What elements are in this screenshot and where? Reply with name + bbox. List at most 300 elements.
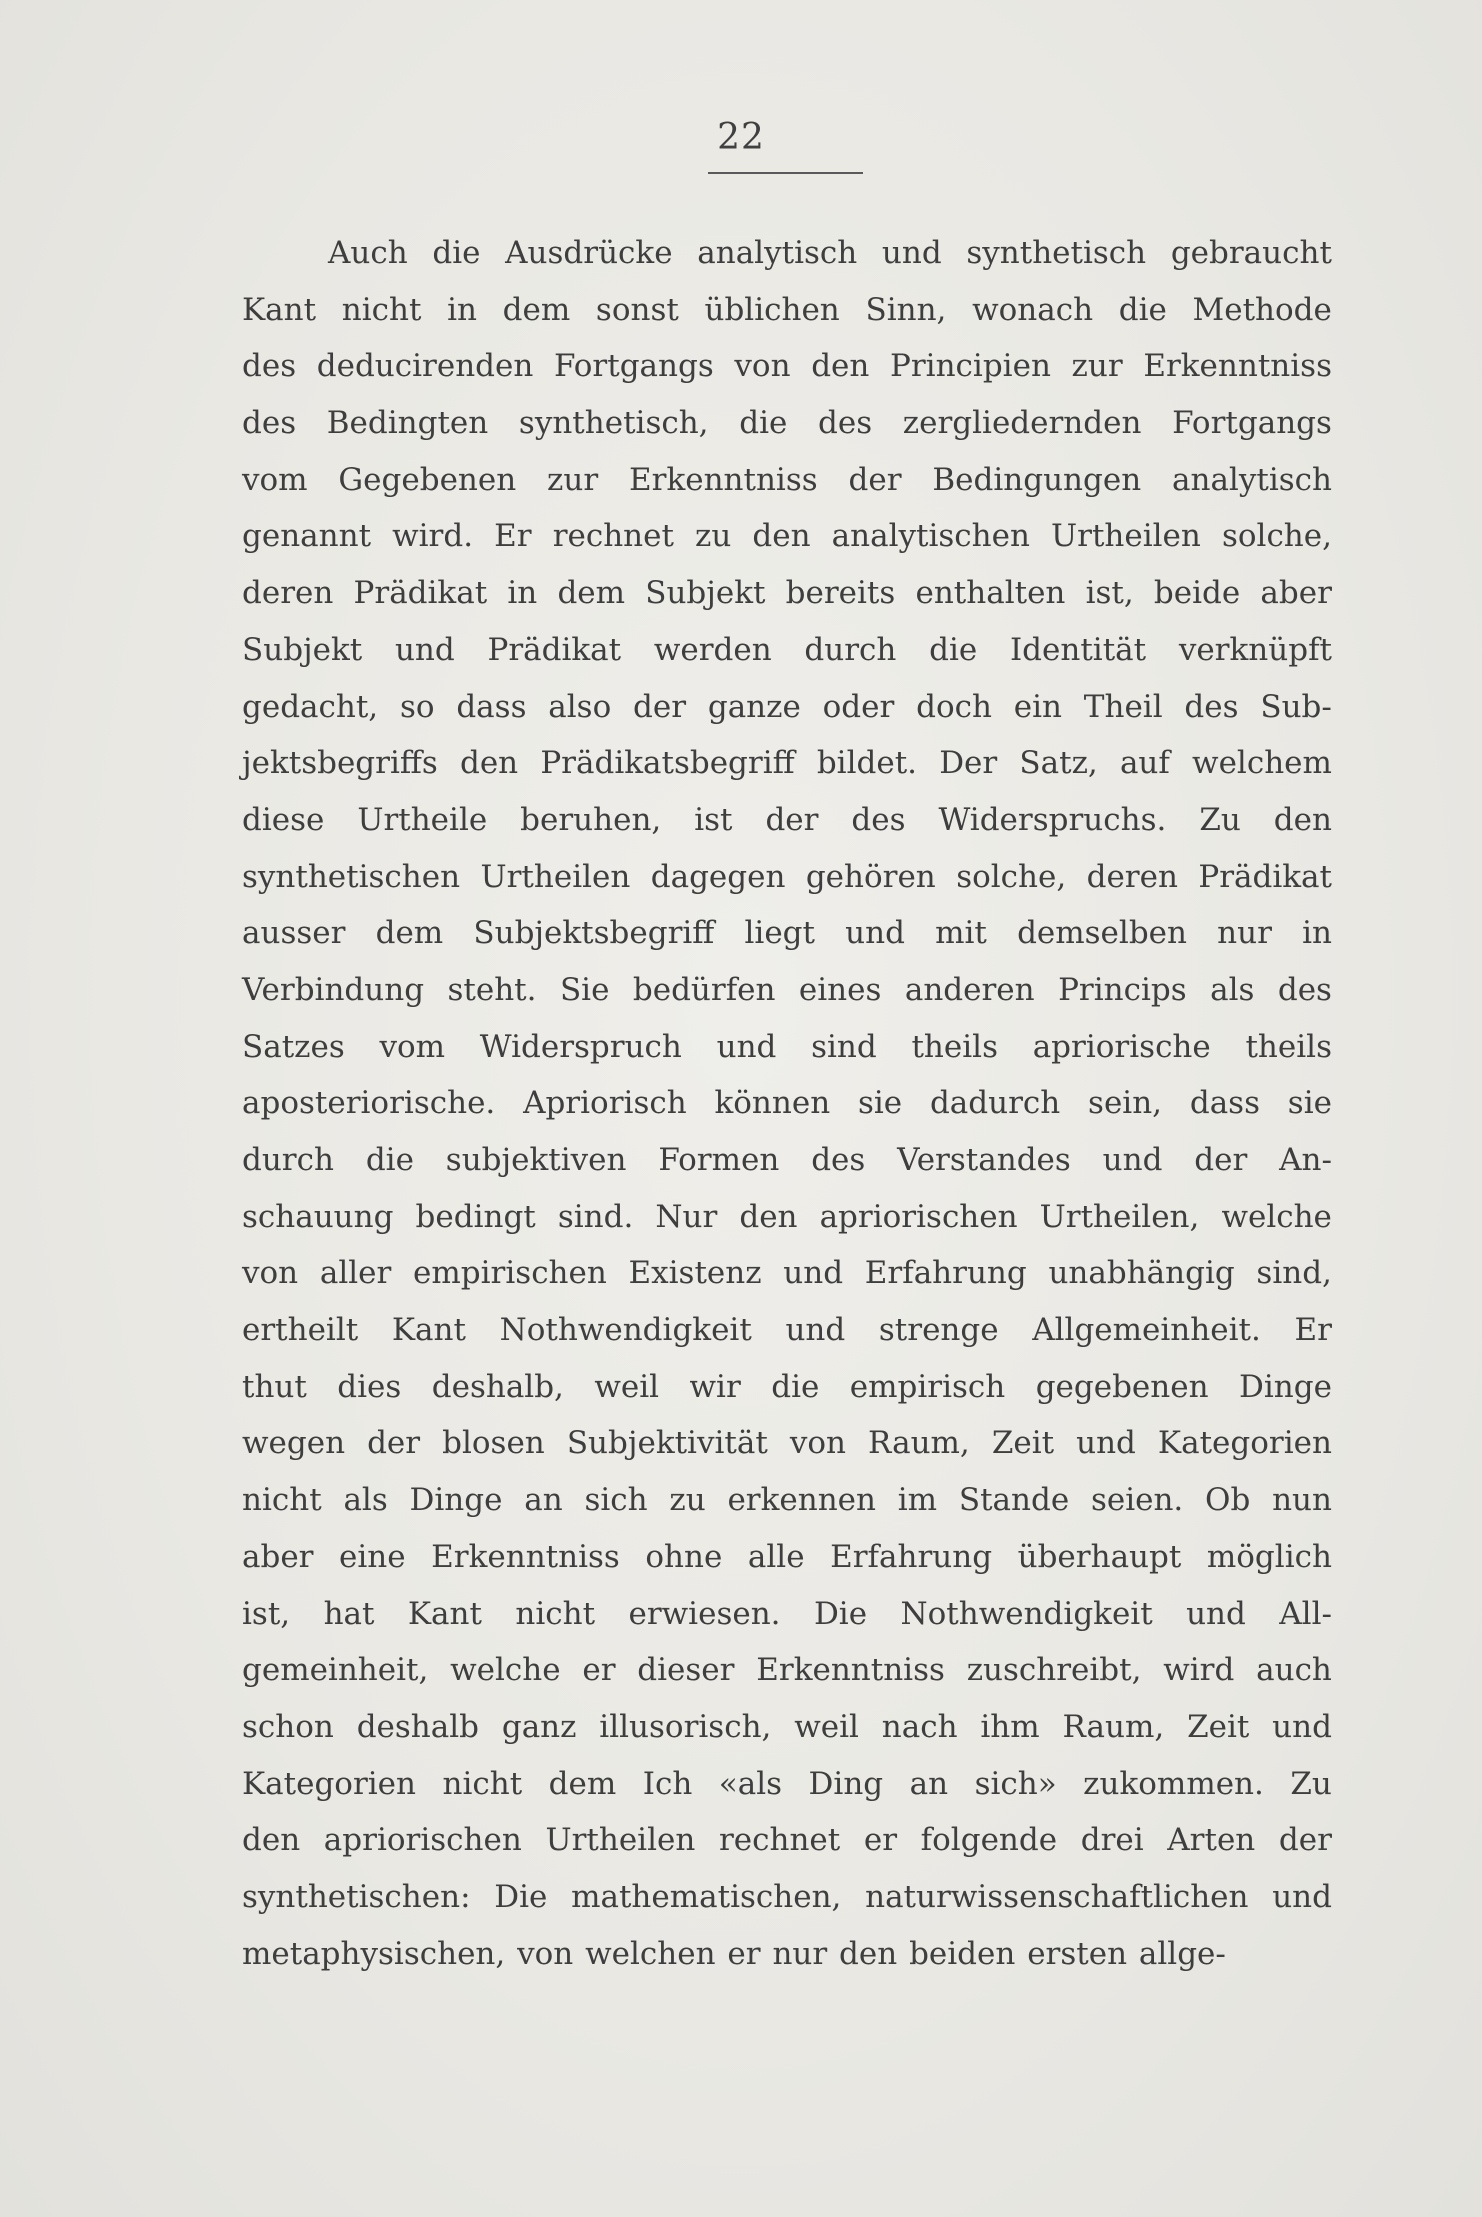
word: gedacht, <box>242 688 379 725</box>
word: bedingt <box>415 1198 536 1235</box>
word: des <box>1277 971 1332 1008</box>
word: deshalb, <box>431 1368 564 1405</box>
word: sie <box>857 1085 903 1122</box>
word: in <box>507 575 538 612</box>
text-line <box>242 565 1332 622</box>
word: drei <box>1080 1822 1144 1859</box>
word: vom <box>379 1028 446 1065</box>
word: Prädikatsbegriff <box>540 745 795 782</box>
text-line <box>242 1642 1332 1699</box>
word: synthetisch, <box>518 405 709 442</box>
word: an <box>524 1482 563 1519</box>
word: weil <box>794 1708 859 1745</box>
word: theils <box>911 1028 998 1065</box>
word: solche, <box>956 858 1067 895</box>
word: und <box>785 1312 846 1349</box>
word: rechnet <box>552 518 674 555</box>
text-line <box>242 1586 1332 1643</box>
word: der <box>1194 1142 1248 1178</box>
word: beruhen, <box>520 801 662 838</box>
word: nach <box>881 1708 958 1745</box>
word: All- <box>1279 1595 1332 1632</box>
word: ihm <box>980 1708 1040 1745</box>
word: Er <box>494 518 532 555</box>
word: sind. <box>557 1198 634 1235</box>
word: an <box>909 1765 949 1802</box>
word: und <box>1186 1595 1246 1632</box>
word: Theil <box>1083 688 1163 725</box>
text-line <box>242 849 1332 906</box>
word: mathematischen, <box>571 1878 842 1915</box>
word: sich <box>584 1482 648 1519</box>
word: Ob <box>1205 1482 1251 1519</box>
word: von <box>734 348 791 385</box>
word: empirisch <box>849 1368 1006 1405</box>
word: Prädikat <box>1198 858 1332 895</box>
text-line <box>242 1529 1332 1586</box>
word: jektsbegriffs <box>242 745 438 782</box>
text-line <box>242 1132 1332 1189</box>
word: illusorisch, <box>599 1708 772 1745</box>
text-line <box>242 1189 1332 1246</box>
word: «als <box>718 1765 783 1802</box>
word: verknüpft <box>1178 631 1332 668</box>
text-line <box>242 1699 1332 1756</box>
word: von <box>789 1425 846 1462</box>
word: Zu <box>1290 1765 1332 1802</box>
word: apriorischen <box>323 1822 522 1859</box>
word: steht. <box>447 971 537 1008</box>
page-number: 22 <box>717 117 765 158</box>
word: ertheilt <box>242 1312 359 1349</box>
word: erwiesen. <box>628 1595 781 1632</box>
word: und <box>783 1255 844 1292</box>
text-line <box>242 1869 1332 1926</box>
word: Stande <box>958 1482 1070 1519</box>
word: vom <box>242 461 308 498</box>
word: und <box>1272 1708 1332 1745</box>
word: durch <box>804 631 897 668</box>
word: rechnet <box>718 1822 841 1859</box>
word: Urtheilen <box>545 1822 696 1859</box>
word: gemeinheit, <box>242 1652 429 1689</box>
word: diese <box>242 801 325 838</box>
word: ist, <box>242 1595 291 1632</box>
word: und <box>1076 1425 1136 1462</box>
word: doch <box>916 688 992 725</box>
word: wir <box>689 1368 741 1405</box>
word: zukommen. <box>1083 1765 1264 1802</box>
word: zu <box>669 1482 706 1519</box>
word: wird <box>1163 1652 1235 1689</box>
text-line <box>242 1019 1332 1076</box>
word: Zeit <box>1187 1708 1250 1745</box>
word: Prädikat <box>487 631 622 668</box>
word: sonst <box>595 291 679 328</box>
word: den <box>242 1822 301 1859</box>
word: dem <box>557 575 626 612</box>
word: naturwissenschaftlichen <box>865 1878 1249 1915</box>
word: Gegebenen <box>338 461 517 498</box>
word: Auch <box>328 235 408 271</box>
word: Die <box>494 1878 548 1915</box>
word: Die <box>813 1595 868 1632</box>
word: Zeit <box>991 1425 1055 1462</box>
word: allge- <box>1138 1935 1226 1972</box>
word: folgende <box>920 1822 1058 1859</box>
word: Ich <box>642 1765 693 1802</box>
word: den <box>752 518 811 555</box>
word: als <box>1210 971 1255 1008</box>
word: von <box>517 1935 574 1972</box>
word: der <box>367 1425 421 1462</box>
word: und <box>394 631 455 668</box>
word: nun <box>1272 1482 1332 1519</box>
word: möglich <box>1206 1538 1332 1575</box>
word: Apriorisch <box>523 1085 687 1122</box>
word: dem <box>548 1765 617 1802</box>
text-line <box>242 225 1332 282</box>
word: zuschreibt, <box>966 1652 1142 1689</box>
word: Princips <box>1058 971 1187 1008</box>
text-line <box>242 452 1332 509</box>
word: analytischen <box>831 518 1030 555</box>
word: also <box>548 688 612 725</box>
word: blosen <box>442 1425 545 1462</box>
word: im <box>897 1482 938 1519</box>
word: Erfahrung <box>830 1538 993 1575</box>
word: Verstandes <box>897 1142 1071 1178</box>
word: Kant <box>391 1312 466 1349</box>
word: des <box>242 348 297 385</box>
text-line <box>242 792 1332 849</box>
word: deren <box>242 575 334 612</box>
word: enthalten <box>915 575 1066 612</box>
word: Nur <box>655 1198 718 1235</box>
word: Erkenntniss <box>431 1538 620 1575</box>
word: und <box>881 235 942 271</box>
text-line <box>242 1812 1332 1869</box>
word: sind <box>811 1028 877 1065</box>
word: Zu <box>1199 801 1241 838</box>
word: der <box>633 688 687 725</box>
word: beiden <box>909 1935 1016 1972</box>
text-line <box>242 962 1332 1019</box>
word: Dinge <box>1239 1368 1332 1405</box>
word: Identität <box>1009 631 1147 668</box>
word: der <box>1278 1822 1332 1859</box>
word: bereits <box>785 575 896 612</box>
text-line <box>242 679 1332 736</box>
text-line <box>242 622 1332 679</box>
word: als <box>343 1482 388 1519</box>
word: des <box>851 801 906 838</box>
word: Raum, <box>868 1425 970 1462</box>
word: aller <box>319 1255 392 1292</box>
word: auch <box>1256 1652 1332 1689</box>
word: welchem <box>1192 745 1332 782</box>
word: synthetisch <box>966 235 1147 271</box>
word: Bedingten <box>326 405 489 442</box>
word: Methode <box>1192 291 1332 328</box>
word: Erkenntniss <box>629 461 818 498</box>
word: Widerspruchs. <box>938 801 1167 838</box>
word: aposteriorische. <box>242 1085 496 1122</box>
word: Satzes <box>242 1028 345 1065</box>
word: Satz, <box>1019 745 1098 782</box>
word: seien. <box>1090 1482 1184 1519</box>
word: synthetischen: <box>242 1878 471 1915</box>
word: die <box>1118 291 1167 328</box>
word: alle <box>747 1538 805 1575</box>
word: anderen <box>904 971 1035 1008</box>
word: Kategorien <box>242 1765 416 1802</box>
word: können <box>714 1085 831 1122</box>
word: dadurch <box>929 1085 1061 1122</box>
word: durch <box>242 1142 334 1178</box>
text-line <box>242 905 1332 962</box>
word: Erfahrung <box>864 1255 1027 1292</box>
word: aber <box>242 1538 314 1575</box>
word: ohne <box>645 1538 723 1575</box>
word: des <box>242 405 297 442</box>
word: wird. <box>392 518 474 555</box>
word: strenge <box>878 1312 999 1349</box>
word: werden <box>653 631 772 668</box>
word: schon <box>242 1708 334 1745</box>
word: An- <box>1279 1142 1332 1178</box>
word: Erkenntniss <box>756 1652 945 1689</box>
word: Dinge <box>409 1482 503 1519</box>
word: und <box>716 1028 777 1065</box>
word: Er <box>1294 1312 1332 1349</box>
word: ganze <box>707 688 801 725</box>
word: die <box>929 631 978 668</box>
word: sich» <box>974 1765 1057 1802</box>
word: weil <box>594 1368 660 1405</box>
word: der <box>765 801 819 838</box>
text-line <box>242 1926 1332 1983</box>
word: deshalb <box>356 1708 480 1745</box>
word: Fortgangs <box>1172 405 1332 442</box>
text-line <box>242 508 1332 565</box>
word: beide <box>1153 575 1241 612</box>
word: Sie <box>559 971 610 1008</box>
word: Subjekt <box>645 575 766 612</box>
word: nicht <box>515 1595 596 1632</box>
word: den <box>1273 801 1332 838</box>
word: thut <box>242 1368 307 1405</box>
word: ist <box>694 801 733 838</box>
word: apriorische <box>1032 1028 1211 1065</box>
word: zur <box>547 461 599 498</box>
word: Verbindung <box>242 971 425 1008</box>
word: zergliedernden <box>902 405 1142 442</box>
word: empirischen <box>413 1255 607 1292</box>
word: oder <box>822 688 895 725</box>
word: ausser <box>242 915 346 952</box>
word: synthetischen <box>242 858 461 895</box>
word: analytisch <box>1172 461 1332 498</box>
word: theils <box>1245 1028 1332 1065</box>
word: den <box>739 1198 798 1235</box>
page-number-rule <box>708 172 863 174</box>
text-line <box>242 338 1332 395</box>
word: bildet. <box>816 745 918 782</box>
word: dies <box>337 1368 402 1405</box>
word: Kant <box>407 1595 482 1632</box>
word: Sub- <box>1260 688 1332 725</box>
text-line <box>242 1075 1332 1132</box>
word: subjektiven <box>445 1142 627 1178</box>
word: und <box>1272 1878 1332 1915</box>
text-line <box>242 395 1332 452</box>
word: so <box>399 688 435 725</box>
word: der <box>848 461 902 498</box>
word: welchen <box>585 1935 716 1972</box>
word: und <box>1102 1142 1163 1178</box>
word: von <box>242 1255 299 1292</box>
word: wegen <box>242 1425 346 1462</box>
word: er <box>582 1652 616 1689</box>
text-line <box>242 1415 1332 1472</box>
word: analytisch <box>697 235 858 271</box>
word: demselben <box>1017 915 1187 952</box>
word: die <box>432 235 481 271</box>
word: er <box>863 1822 898 1859</box>
word: in <box>1302 915 1332 952</box>
text-line <box>242 282 1332 339</box>
word: des <box>811 1142 866 1178</box>
word: die <box>365 1142 414 1178</box>
word: Ausdrücke <box>505 235 673 271</box>
word: dem <box>502 291 571 328</box>
word: in <box>447 291 477 328</box>
word: Prädikat <box>353 575 488 612</box>
word: dass <box>1189 1085 1260 1122</box>
word: gebraucht <box>1170 235 1332 271</box>
word: des <box>818 405 873 442</box>
word: Arten <box>1167 1822 1256 1859</box>
word: Nothwendigkeit <box>900 1595 1153 1632</box>
word: liegt <box>744 915 815 952</box>
word: Urtheilen <box>1051 518 1201 555</box>
word: nicht <box>442 1765 523 1802</box>
word: Subjektsbegriff <box>473 915 715 952</box>
word: eine <box>339 1538 406 1575</box>
word: dass <box>456 688 527 725</box>
word: und <box>845 915 905 952</box>
word: zu <box>695 518 732 555</box>
word: überhaupt <box>1017 1538 1182 1575</box>
word: apriorischen <box>819 1198 1018 1235</box>
word: des <box>1184 688 1239 725</box>
word: sie <box>1287 1085 1332 1122</box>
word: den <box>811 348 870 385</box>
word: Erkenntniss <box>1143 348 1332 385</box>
word: Principien <box>890 348 1051 385</box>
word: sein, <box>1088 1085 1163 1122</box>
word: sind, <box>1256 1255 1332 1292</box>
text-line <box>242 1472 1332 1529</box>
word: ist, <box>1085 575 1134 612</box>
word: deren <box>1086 858 1178 895</box>
word: nur <box>772 1935 828 1972</box>
word: Nothwendigkeit <box>499 1312 752 1349</box>
text-line <box>242 1245 1332 1302</box>
word: Sinn, <box>865 291 947 328</box>
word: mit <box>935 915 987 952</box>
word: Widerspruch <box>479 1028 682 1065</box>
word: dem <box>375 915 444 952</box>
word: erkennen <box>727 1482 876 1519</box>
word: dagegen <box>650 858 786 895</box>
word: ganz <box>501 1708 577 1745</box>
text-line <box>242 1302 1332 1359</box>
word: üblichen <box>704 291 840 328</box>
word: eines <box>798 971 882 1008</box>
word: genannt <box>242 518 372 555</box>
word: nicht <box>341 291 422 328</box>
body-text <box>242 225 1332 1982</box>
word: den <box>459 745 519 782</box>
word: Allgemeinheit. <box>1032 1312 1261 1349</box>
word: schauung <box>242 1198 394 1235</box>
word: unabhängig <box>1048 1255 1235 1292</box>
word: welche <box>450 1652 561 1689</box>
word: solche, <box>1221 518 1332 555</box>
text-line <box>242 735 1332 792</box>
word: dieser <box>637 1652 735 1689</box>
word: ein <box>1013 688 1062 725</box>
word: Urtheilen, <box>1039 1198 1200 1235</box>
word: Formen <box>658 1142 780 1178</box>
word: Subjektivität <box>566 1425 768 1462</box>
word: Raum, <box>1062 1708 1165 1745</box>
word: zur <box>1071 348 1123 385</box>
word: ersten <box>1027 1935 1128 1972</box>
word: hat <box>323 1595 375 1632</box>
text-line <box>242 1756 1332 1813</box>
word: wonach <box>972 291 1094 328</box>
word: Subjekt <box>242 631 363 668</box>
word: bedürfen <box>632 971 776 1008</box>
word: Kant <box>242 291 317 328</box>
word: Urtheile <box>357 801 488 838</box>
word: nicht <box>242 1482 322 1519</box>
word: die <box>739 405 788 442</box>
word: aber <box>1260 575 1332 612</box>
word: die <box>771 1368 820 1405</box>
word: Der <box>939 745 998 782</box>
word: welche <box>1221 1198 1332 1235</box>
word: Ding <box>808 1765 884 1802</box>
word: deducirenden <box>316 348 534 385</box>
word: Fortgangs <box>553 348 714 385</box>
word: gegebenen <box>1035 1368 1209 1405</box>
word: Kategorien <box>1157 1425 1332 1462</box>
word: Urtheilen <box>480 858 631 895</box>
word: gehören <box>805 858 936 895</box>
word: Bedingungen <box>932 461 1142 498</box>
word: auf <box>1119 745 1170 782</box>
word: metaphysischen, <box>242 1935 506 1972</box>
word: nur <box>1217 915 1272 952</box>
word: Existenz <box>628 1255 762 1292</box>
text-line <box>242 1359 1332 1416</box>
word: er <box>727 1935 761 1972</box>
word: den <box>839 1935 898 1972</box>
